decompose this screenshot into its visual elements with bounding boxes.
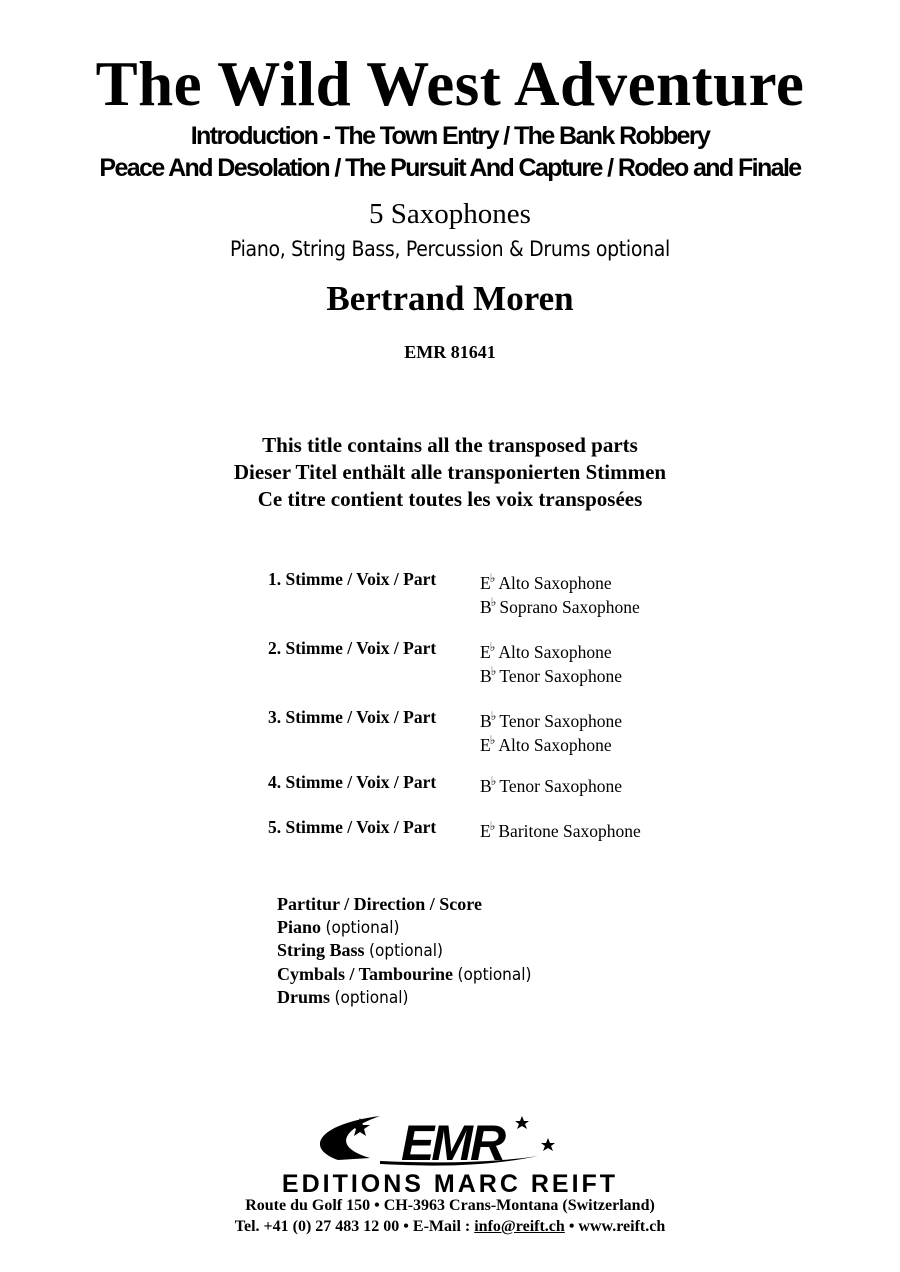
composer-name: Bertrand Moren (326, 279, 574, 318)
flat-icon: ♭ (489, 819, 496, 833)
flat-icon: ♭ (489, 640, 496, 654)
emr-logo (300, 1108, 600, 1168)
note-english: This title contains all the transposed parts (262, 433, 638, 457)
part-instrument: B♭ Tenor Saxophone (480, 664, 623, 686)
publisher-contact: Tel. +41 (0) 27 483 12 00 • E-Mail : info@reift.ch • www.reift.ch (234, 1218, 666, 1235)
flat-icon: ♭ (490, 664, 497, 678)
part-label: 5. Stimme / Voix / Part (268, 817, 437, 837)
score-item: Partitur / Direction / Score (277, 894, 482, 914)
star-icon (515, 1116, 529, 1129)
score-item: String Bass (optional) (277, 940, 443, 961)
transposition-notes (0, 432, 900, 513)
catalog-number: EMR 81641 (404, 342, 496, 362)
part-instrument: B♭ Tenor Saxophone (480, 709, 623, 731)
logo-text: EMR (400, 1115, 504, 1168)
movements-line-2: Peace And Desolation / The Pursuit And Capture / Rodeo and Finale (99, 154, 801, 182)
phone-number: Tel. +41 (0) 27 483 12 00 (234, 1218, 400, 1235)
page-title: The Wild West Adventure (95, 49, 805, 119)
part-instrument: B♭ Tenor Saxophone (480, 774, 623, 796)
email-link[interactable]: info@reift.ch (474, 1218, 565, 1235)
score-item: Drums (optional) (277, 987, 409, 1008)
part-instruments (480, 817, 641, 841)
part-instrument: E♭ Alto Saxophone (480, 733, 612, 755)
note-french: Ce titre contient toutes les voix transposées (257, 487, 643, 511)
score-item: Piano (optional) (277, 916, 400, 938)
part-label: 2. Stimme / Voix / Part (268, 638, 437, 658)
part-instruments (480, 772, 622, 796)
part-instruments (480, 569, 640, 617)
part-instruments (480, 707, 622, 755)
website-link[interactable]: www.reift.ch (578, 1218, 666, 1235)
flat-icon: ♭ (489, 571, 496, 585)
flat-icon: ♭ (489, 733, 496, 747)
part-instrument: E♭ Alto Saxophone (480, 571, 612, 593)
movements-line-1: Introduction - The Town Entry / The Bank Robbery (190, 122, 710, 150)
part-label: 1. Stimme / Voix / Part (268, 569, 437, 589)
flat-icon: ♭ (490, 709, 497, 723)
star-icon (541, 1138, 555, 1151)
flat-icon: ♭ (490, 595, 497, 609)
part-instrument: E♭ Baritone Saxophone (480, 819, 641, 841)
score-item: Cymbals / Tambourine (optional) (277, 963, 532, 985)
flat-icon: ♭ (490, 774, 497, 788)
part-label: 4. Stimme / Voix / Part (268, 772, 437, 792)
part-label: 3. Stimme / Voix / Part (268, 707, 437, 727)
publisher-address: Route du Golf 150 • CH-3963 Crans-Montana (Switzerland) (245, 1197, 655, 1214)
note-german: Dieser Titel enthält alle transponierten Stimmen (233, 460, 667, 484)
optional-instruments: Piano, String Bass, Percussion & Drums optional (229, 237, 671, 261)
score-list (277, 893, 531, 1010)
instrumentation: 5 Saxophones (369, 198, 531, 230)
part-instrument: B♭ Soprano Saxophone (480, 595, 640, 617)
part-instrument: E♭ Alto Saxophone (480, 640, 612, 662)
publisher-name: EDITIONS MARC REIFT (281, 1170, 619, 1198)
part-instruments (480, 638, 622, 686)
